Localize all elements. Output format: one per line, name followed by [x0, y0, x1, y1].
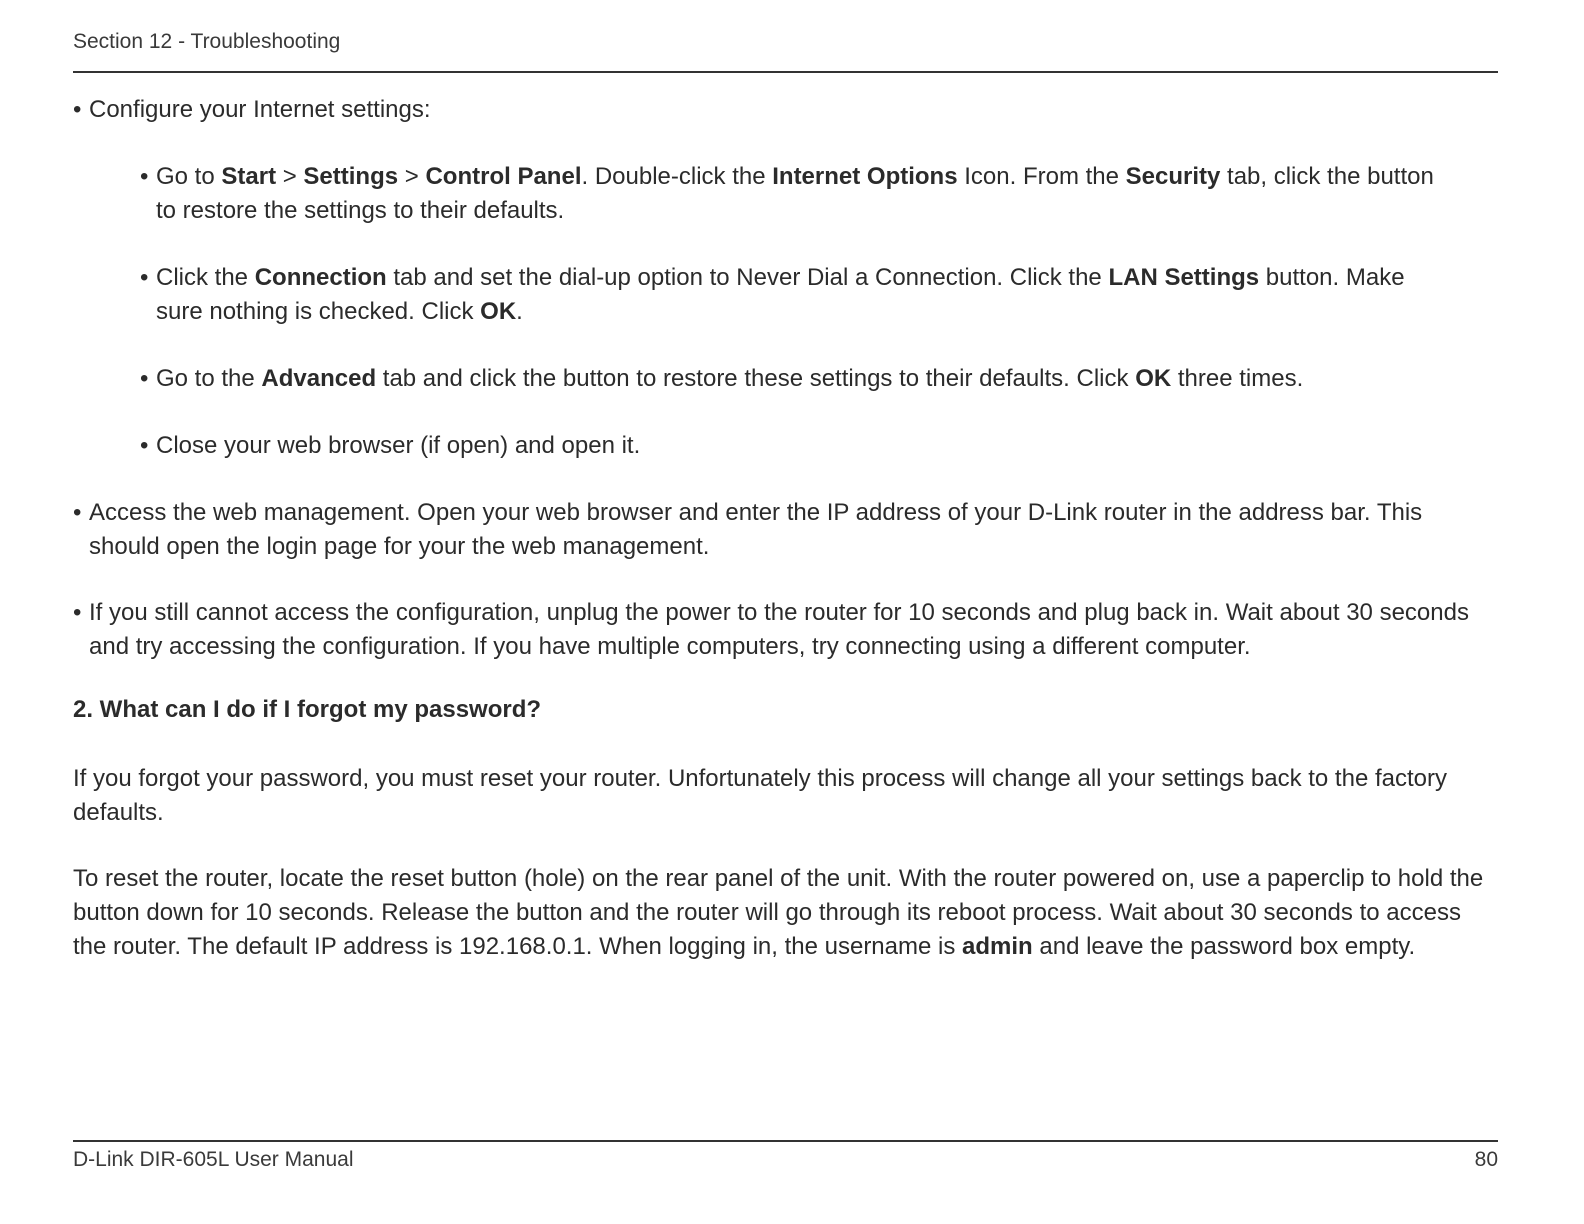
bullet-dot: • [140, 163, 149, 190]
footer-manual-title: D-Link DIR-605L User Manual [73, 1148, 354, 1171]
bullet-dot: • [140, 432, 149, 459]
bullet-dot: • [140, 365, 149, 392]
bullet-dot: • [73, 96, 82, 123]
header-divider [73, 71, 1498, 73]
sub-bullet-close-browser: • Close your web browser (if open) and open it. [140, 429, 1434, 463]
sub-bullet-connection: • Click the Connection tab and set the dial-up option to Never Dial a Connection. Click the LAN Settings button. Make sure nothing is checked. Click OK. [140, 261, 1434, 329]
faq-question: 2. What can I do if I forgot my password? [73, 696, 542, 723]
sub-bullet-advanced: • Go to the Advanced tab and click the button to restore these settings to their defaults. Click OK three times. [140, 362, 1434, 396]
sub-bullet-control-panel: • Go to Start > Settings > Control Panel. Double-click the Internet Options Icon. From the Security tab, click the button to restore the settings to their defaults. [140, 160, 1434, 228]
page-number: 80 [1474, 1148, 1498, 1171]
bullet-dot: • [73, 599, 82, 626]
bullet-dot: • [140, 264, 149, 291]
footer-divider [73, 1140, 1498, 1142]
bullet-configure: • Configure your Internet settings: [73, 93, 1498, 127]
bullet-access-web-management: • Access the web management. Open your web browser and enter the IP address of your D-Link router in the address bar. This should open the login page for your the web management. [73, 496, 1498, 564]
faq-answer-paragraph-2: To reset the router, locate the reset button (hole) on the rear panel of the unit. With the router powered on, use a paperclip to hold the button down for 10 seconds. Release the button and the router will go through its reboot process. Wait about 30 seconds to access the router. The default IP address is 192.168.0.1. When logging in, the username is admin and leave the password box empty. [73, 865, 1484, 960]
bullet-dot: • [73, 499, 82, 526]
section-header: Section 12 - Troubleshooting [73, 30, 341, 53]
bullet-still-cannot-access: • If you still cannot access the configuration, unplug the power to the router for 10 seconds and plug back in. Wait about 30 seconds and try accessing the configuration. If you have multiple computers, try connecting using a different computer. [73, 596, 1498, 664]
faq-answer-paragraph-1: If you forgot your password, you must reset your router. Unfortunately this process will change all your settings back to the factory defaults. [73, 765, 1447, 826]
